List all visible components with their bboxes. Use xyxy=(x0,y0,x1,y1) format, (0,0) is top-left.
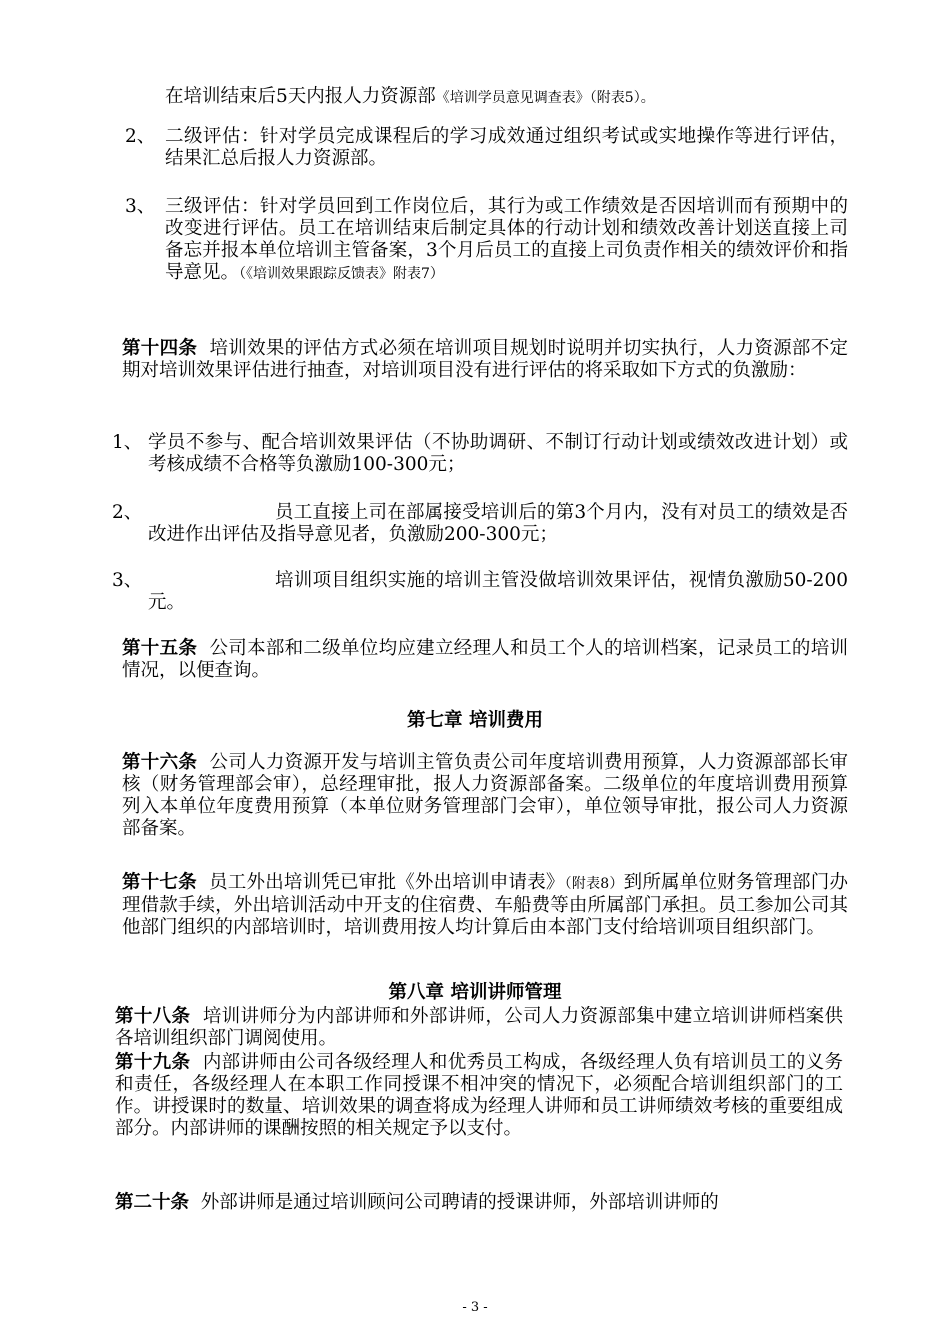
item1-continuation-note: 《培训学员意见调查表》（附表5）。 xyxy=(435,90,655,106)
chapter-7-heading: 第七章 培训费用 xyxy=(407,710,543,731)
article-14-text: 培训效果的评估方式必须在培训项目规划时说明并切实执行，人力资源部不定期对培训效果评估进行抽查，对培训项目没有进行评估的将采取如下方式的负激励： xyxy=(122,338,848,381)
article-16-label: 第十六条 xyxy=(122,752,198,773)
article-16 xyxy=(122,752,848,840)
article-17-text-a: 员工外出培训凭已审批《外出培训申请表》 xyxy=(209,872,565,893)
penalty-1-text: 学员不参与、配合培训效果评估（不协助调研、不制订行动计划或绩效改进计划）或考核成绩不合格等负激励100-300元； xyxy=(148,432,848,475)
penalty-2-number: 2、 xyxy=(112,502,143,523)
article-15 xyxy=(122,638,848,682)
article-17 xyxy=(122,872,848,939)
article-18-label: 第十八条 xyxy=(115,1006,191,1027)
eval-item-3-text xyxy=(165,196,848,285)
item1-continuation xyxy=(165,86,855,109)
chapter-8-heading: 第八章 培训讲师管理 xyxy=(388,982,562,1003)
eval-item-2-text: 二级评估：针对学员完成课程后的学习成效通过组织考试或实地操作等进行评估，结果汇总后报人力资源部。 xyxy=(165,126,848,169)
article-15-label: 第十五条 xyxy=(122,638,198,659)
article-19-text: 内部讲师由公司各级经理人和优秀员工构成，各级经理人负有培训员工的义务和责任，各级经理人在本职工作同授课不相冲突的情况下，必须配合培训组织部门的工作。讲授课时的数量、培训效果的调查将成为经理人讲师和员工讲师绩效考核的重要组成部分。内部讲师的课酬按照的相关规定予以支付。 xyxy=(115,1052,843,1139)
article-14 xyxy=(122,338,848,382)
eval-item-3-number: 3、 xyxy=(125,196,156,217)
article-17-label: 第十七条 xyxy=(122,872,197,893)
article-19-label: 第十九条 xyxy=(115,1052,191,1073)
eval-item-3-body: 三级评估：针对学员回到工作岗位后，其行为或工作绩效是否因培训而有预期中的改变进行评估。员工在培训结束后制定具体的行动计划和绩效改善计划送直接上司备忘并报本单位培训主管备案，3个月后员工的直接上司负责作相关的绩效评价和指导意见。 xyxy=(165,196,848,283)
article-19 xyxy=(115,1052,843,1140)
penalty-2-text: 员工直接上司在部属接受培训后的第3个月内，没有对员工的绩效是否改进作出评估及指导意见者，负激励200-300元； xyxy=(148,502,848,545)
item1-continuation-text: 在培训结束后5天内报人力资源部 xyxy=(165,86,436,107)
article-17-note: （附表8） xyxy=(564,876,624,892)
article-18-text: 培训讲师分为内部讲师和外部讲师，公司人力资源部集中建立培训讲师档案供各培训组织部门调阅使用。 xyxy=(115,1006,843,1049)
article-17-text-b: 到所属单位财务管理部门办理借款手续，外出培训活动中开支的住宿费、车船费等由所属部门承担。员工参加公司其他部门组织的内部培训时，培训费用按人均计算后由本部门支付给培训项目组织部门。 xyxy=(122,872,848,938)
article-20 xyxy=(115,1192,848,1214)
penalty-1-number: 1、 xyxy=(112,432,143,453)
article-14-label: 第十四条 xyxy=(122,338,198,359)
article-16-text: 公司人力资源开发与培训主管负责公司年度培训费用预算，人力资源部部长审核（财务管理部会审），总经理审批，报人力资源部备案。二级单位的年度培训费用预算列入本单位年度费用预算（本单位财务管理部门会审），单位领导审批，报公司人力资源部备案。 xyxy=(122,752,848,839)
article-20-text: 外部讲师是通过培训顾问公司聘请的授课讲师，外部培训讲师的 xyxy=(200,1192,719,1213)
page-number: - 3 - xyxy=(462,1300,488,1315)
penalty-3-number: 3、 xyxy=(112,570,143,591)
article-18 xyxy=(115,1006,843,1050)
article-15-text: 公司本部和二级单位均应建立经理人和员工个人的培训档案，记录员工的培训情况，以便查询。 xyxy=(122,638,848,681)
eval-item-2-number: 2、 xyxy=(125,126,156,147)
article-20-label: 第二十条 xyxy=(115,1192,190,1213)
eval-item-3-note: （《培训效果跟踪反馈表》附表7） xyxy=(239,266,444,282)
penalty-3-text: 培训项目组织实施的培训主管没做培训效果评估，视情负激励50-200元。 xyxy=(148,570,848,613)
